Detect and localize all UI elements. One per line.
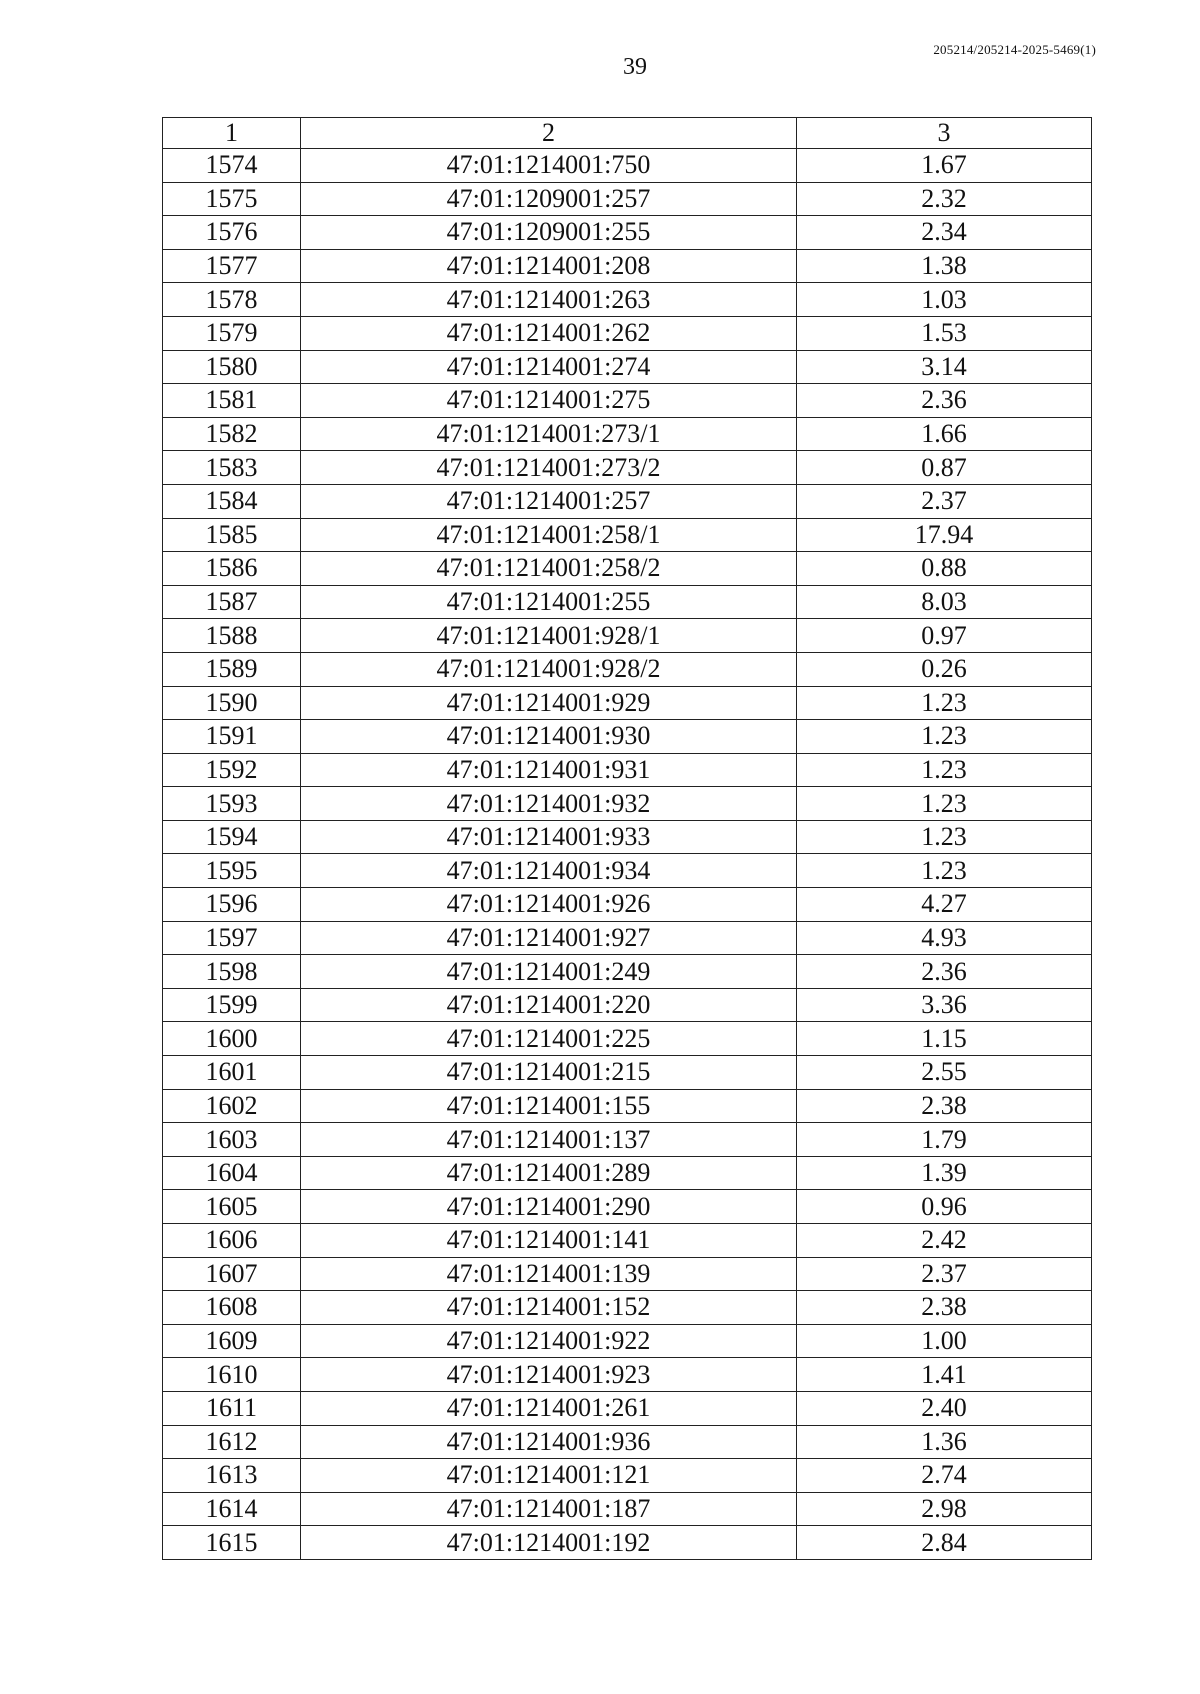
row-number-cell: 1591 xyxy=(163,720,301,754)
table-row xyxy=(163,249,1092,283)
table-row xyxy=(163,1324,1092,1358)
cadastral-number-cell: 47:01:1214001:932 xyxy=(301,787,797,821)
table-row xyxy=(163,652,1092,686)
value-cell: 1.00 xyxy=(797,1324,1092,1358)
table-row xyxy=(163,854,1092,888)
table-row xyxy=(163,1190,1092,1224)
value-cell: 3.36 xyxy=(797,988,1092,1022)
value-cell: 2.84 xyxy=(797,1526,1092,1560)
cadastral-number-cell: 47:01:1214001:928/2 xyxy=(301,652,797,686)
value-cell: 1.03 xyxy=(797,283,1092,317)
table-row xyxy=(163,149,1092,183)
cadastral-number-cell: 47:01:1214001:290 xyxy=(301,1190,797,1224)
value-cell: 1.39 xyxy=(797,1156,1092,1190)
table-body xyxy=(163,149,1092,1560)
table-row xyxy=(163,820,1092,854)
value-cell: 3.14 xyxy=(797,350,1092,384)
value-cell: 17.94 xyxy=(797,518,1092,552)
value-cell: 2.40 xyxy=(797,1391,1092,1425)
column-header: 3 xyxy=(797,118,1092,149)
value-cell: 0.96 xyxy=(797,1190,1092,1224)
row-number-cell: 1603 xyxy=(163,1123,301,1157)
row-number-cell: 1602 xyxy=(163,1089,301,1123)
table-row xyxy=(163,552,1092,586)
table-row xyxy=(163,1123,1092,1157)
value-cell: 1.53 xyxy=(797,316,1092,350)
value-cell: 2.42 xyxy=(797,1224,1092,1258)
row-number-cell: 1580 xyxy=(163,350,301,384)
cadastral-number-cell: 47:01:1214001:927 xyxy=(301,921,797,955)
value-cell: 2.38 xyxy=(797,1291,1092,1325)
cadastral-number-cell: 47:01:1214001:931 xyxy=(301,753,797,787)
row-number-cell: 1595 xyxy=(163,854,301,888)
cadastral-number-cell: 47:01:1214001:249 xyxy=(301,955,797,989)
table-row xyxy=(163,1291,1092,1325)
table-row xyxy=(163,283,1092,317)
row-number-cell: 1596 xyxy=(163,888,301,922)
row-number-cell: 1607 xyxy=(163,1257,301,1291)
cadastral-number-cell: 47:01:1214001:220 xyxy=(301,988,797,1022)
row-number-cell: 1588 xyxy=(163,619,301,653)
cadastral-number-cell: 47:01:1214001:274 xyxy=(301,350,797,384)
value-cell: 1.15 xyxy=(797,1022,1092,1056)
cadastral-number-cell: 47:01:1214001:208 xyxy=(301,249,797,283)
page-number: 39 xyxy=(623,54,647,80)
value-cell: 2.74 xyxy=(797,1459,1092,1493)
table-row xyxy=(163,316,1092,350)
table-row xyxy=(163,451,1092,485)
table-row xyxy=(163,484,1092,518)
value-cell: 1.23 xyxy=(797,720,1092,754)
row-number-cell: 1609 xyxy=(163,1324,301,1358)
cadastral-number-cell: 47:01:1214001:141 xyxy=(301,1224,797,1258)
row-number-cell: 1587 xyxy=(163,585,301,619)
row-number-cell: 1584 xyxy=(163,484,301,518)
row-number-cell: 1579 xyxy=(163,316,301,350)
value-cell: 1.23 xyxy=(797,686,1092,720)
value-cell: 4.27 xyxy=(797,888,1092,922)
value-cell: 0.88 xyxy=(797,552,1092,586)
cadastral-number-cell: 47:01:1214001:121 xyxy=(301,1459,797,1493)
row-number-cell: 1576 xyxy=(163,216,301,250)
cadastral-number-cell: 47:01:1214001:934 xyxy=(301,854,797,888)
row-number-cell: 1598 xyxy=(163,955,301,989)
cadastral-number-cell: 47:01:1214001:928/1 xyxy=(301,619,797,653)
table-row xyxy=(163,753,1092,787)
value-cell: 0.26 xyxy=(797,652,1092,686)
table-row xyxy=(163,888,1092,922)
table-row xyxy=(163,720,1092,754)
value-cell: 2.36 xyxy=(797,384,1092,418)
table-row xyxy=(163,1056,1092,1090)
cadastral-number-cell: 47:01:1214001:215 xyxy=(301,1056,797,1090)
cadastral-number-cell: 47:01:1214001:152 xyxy=(301,1291,797,1325)
table-row xyxy=(163,1089,1092,1123)
value-cell: 1.23 xyxy=(797,787,1092,821)
cadastral-number-cell: 47:01:1209001:255 xyxy=(301,216,797,250)
table-row xyxy=(163,787,1092,821)
cadastral-number-cell: 47:01:1214001:155 xyxy=(301,1089,797,1123)
value-cell: 2.98 xyxy=(797,1492,1092,1526)
row-number-cell: 1577 xyxy=(163,249,301,283)
row-number-cell: 1612 xyxy=(163,1425,301,1459)
cadastral-number-cell: 47:01:1214001:261 xyxy=(301,1391,797,1425)
cadastral-number-cell: 47:01:1214001:273/1 xyxy=(301,417,797,451)
row-number-cell: 1608 xyxy=(163,1291,301,1325)
row-number-cell: 1589 xyxy=(163,652,301,686)
table-row xyxy=(163,1526,1092,1560)
value-cell: 1.38 xyxy=(797,249,1092,283)
table-row xyxy=(163,988,1092,1022)
row-number-cell: 1583 xyxy=(163,451,301,485)
cadastral-number-cell: 47:01:1214001:258/2 xyxy=(301,552,797,586)
cadastral-number-cell: 47:01:1214001:750 xyxy=(301,149,797,183)
cadastral-number-cell: 47:01:1214001:930 xyxy=(301,720,797,754)
table-row xyxy=(163,955,1092,989)
row-number-cell: 1610 xyxy=(163,1358,301,1392)
row-number-cell: 1606 xyxy=(163,1224,301,1258)
column-header: 1 xyxy=(163,118,301,149)
cadastral-number-cell: 47:01:1214001:936 xyxy=(301,1425,797,1459)
cadastral-number-cell: 47:01:1214001:923 xyxy=(301,1358,797,1392)
value-cell: 1.67 xyxy=(797,149,1092,183)
value-cell: 1.41 xyxy=(797,1358,1092,1392)
table-row xyxy=(163,619,1092,653)
value-cell: 1.23 xyxy=(797,753,1092,787)
row-number-cell: 1593 xyxy=(163,787,301,821)
cadastral-number-cell: 47:01:1214001:275 xyxy=(301,384,797,418)
column-header: 2 xyxy=(301,118,797,149)
cadastral-number-cell: 47:01:1209001:257 xyxy=(301,182,797,216)
cadastral-number-cell: 47:01:1214001:922 xyxy=(301,1324,797,1358)
value-cell: 4.93 xyxy=(797,921,1092,955)
row-number-cell: 1599 xyxy=(163,988,301,1022)
table-row xyxy=(163,518,1092,552)
document-id: 205214/205214-2025-5469(1) xyxy=(933,42,1096,57)
value-cell: 1.79 xyxy=(797,1123,1092,1157)
value-cell: 0.87 xyxy=(797,451,1092,485)
row-number-cell: 1585 xyxy=(163,518,301,552)
table-row xyxy=(163,585,1092,619)
cadastral-number-cell: 47:01:1214001:262 xyxy=(301,316,797,350)
row-number-cell: 1581 xyxy=(163,384,301,418)
row-number-cell: 1592 xyxy=(163,753,301,787)
cadastral-number-cell: 47:01:1214001:258/1 xyxy=(301,518,797,552)
value-cell: 2.34 xyxy=(797,216,1092,250)
row-number-cell: 1604 xyxy=(163,1156,301,1190)
row-number-cell: 1578 xyxy=(163,283,301,317)
cadastral-number-cell: 47:01:1214001:187 xyxy=(301,1492,797,1526)
value-cell: 2.32 xyxy=(797,182,1092,216)
cadastral-number-cell: 47:01:1214001:255 xyxy=(301,585,797,619)
cadastral-number-cell: 47:01:1214001:225 xyxy=(301,1022,797,1056)
table-row xyxy=(163,1459,1092,1493)
value-cell: 2.55 xyxy=(797,1056,1092,1090)
row-number-cell: 1574 xyxy=(163,149,301,183)
table-row xyxy=(163,921,1092,955)
table-row xyxy=(163,384,1092,418)
row-number-cell: 1600 xyxy=(163,1022,301,1056)
value-cell: 1.23 xyxy=(797,820,1092,854)
table-row xyxy=(163,1156,1092,1190)
row-number-cell: 1575 xyxy=(163,182,301,216)
value-cell: 2.36 xyxy=(797,955,1092,989)
row-number-cell: 1613 xyxy=(163,1459,301,1493)
row-number-cell: 1590 xyxy=(163,686,301,720)
value-cell: 2.38 xyxy=(797,1089,1092,1123)
row-number-cell: 1611 xyxy=(163,1391,301,1425)
table-row xyxy=(163,1257,1092,1291)
row-number-cell: 1594 xyxy=(163,820,301,854)
value-cell: 2.37 xyxy=(797,484,1092,518)
cadastral-number-cell: 47:01:1214001:263 xyxy=(301,283,797,317)
table-row xyxy=(163,1358,1092,1392)
cadastral-number-cell: 47:01:1214001:926 xyxy=(301,888,797,922)
table-row xyxy=(163,686,1092,720)
table-row xyxy=(163,1022,1092,1056)
table-header-row xyxy=(163,118,1092,149)
table-row xyxy=(163,1492,1092,1526)
row-number-cell: 1582 xyxy=(163,417,301,451)
table-row xyxy=(163,216,1092,250)
cadastral-number-cell: 47:01:1214001:257 xyxy=(301,484,797,518)
table-row xyxy=(163,1391,1092,1425)
value-cell: 1.66 xyxy=(797,417,1092,451)
row-number-cell: 1586 xyxy=(163,552,301,586)
value-cell: 8.03 xyxy=(797,585,1092,619)
row-number-cell: 1614 xyxy=(163,1492,301,1526)
data-table xyxy=(162,117,1092,1560)
value-cell: 2.37 xyxy=(797,1257,1092,1291)
row-number-cell: 1615 xyxy=(163,1526,301,1560)
cadastral-number-cell: 47:01:1214001:139 xyxy=(301,1257,797,1291)
row-number-cell: 1601 xyxy=(163,1056,301,1090)
cadastral-number-cell: 47:01:1214001:289 xyxy=(301,1156,797,1190)
value-cell: 1.36 xyxy=(797,1425,1092,1459)
table-row xyxy=(163,417,1092,451)
cadastral-number-cell: 47:01:1214001:137 xyxy=(301,1123,797,1157)
cadastral-number-cell: 47:01:1214001:192 xyxy=(301,1526,797,1560)
cadastral-number-cell: 47:01:1214001:929 xyxy=(301,686,797,720)
table-row xyxy=(163,1224,1092,1258)
table-row xyxy=(163,1425,1092,1459)
value-cell: 0.97 xyxy=(797,619,1092,653)
cadastral-number-cell: 47:01:1214001:273/2 xyxy=(301,451,797,485)
cadastral-number-cell: 47:01:1214001:933 xyxy=(301,820,797,854)
table-row xyxy=(163,350,1092,384)
row-number-cell: 1605 xyxy=(163,1190,301,1224)
row-number-cell: 1597 xyxy=(163,921,301,955)
table-row xyxy=(163,182,1092,216)
value-cell: 1.23 xyxy=(797,854,1092,888)
